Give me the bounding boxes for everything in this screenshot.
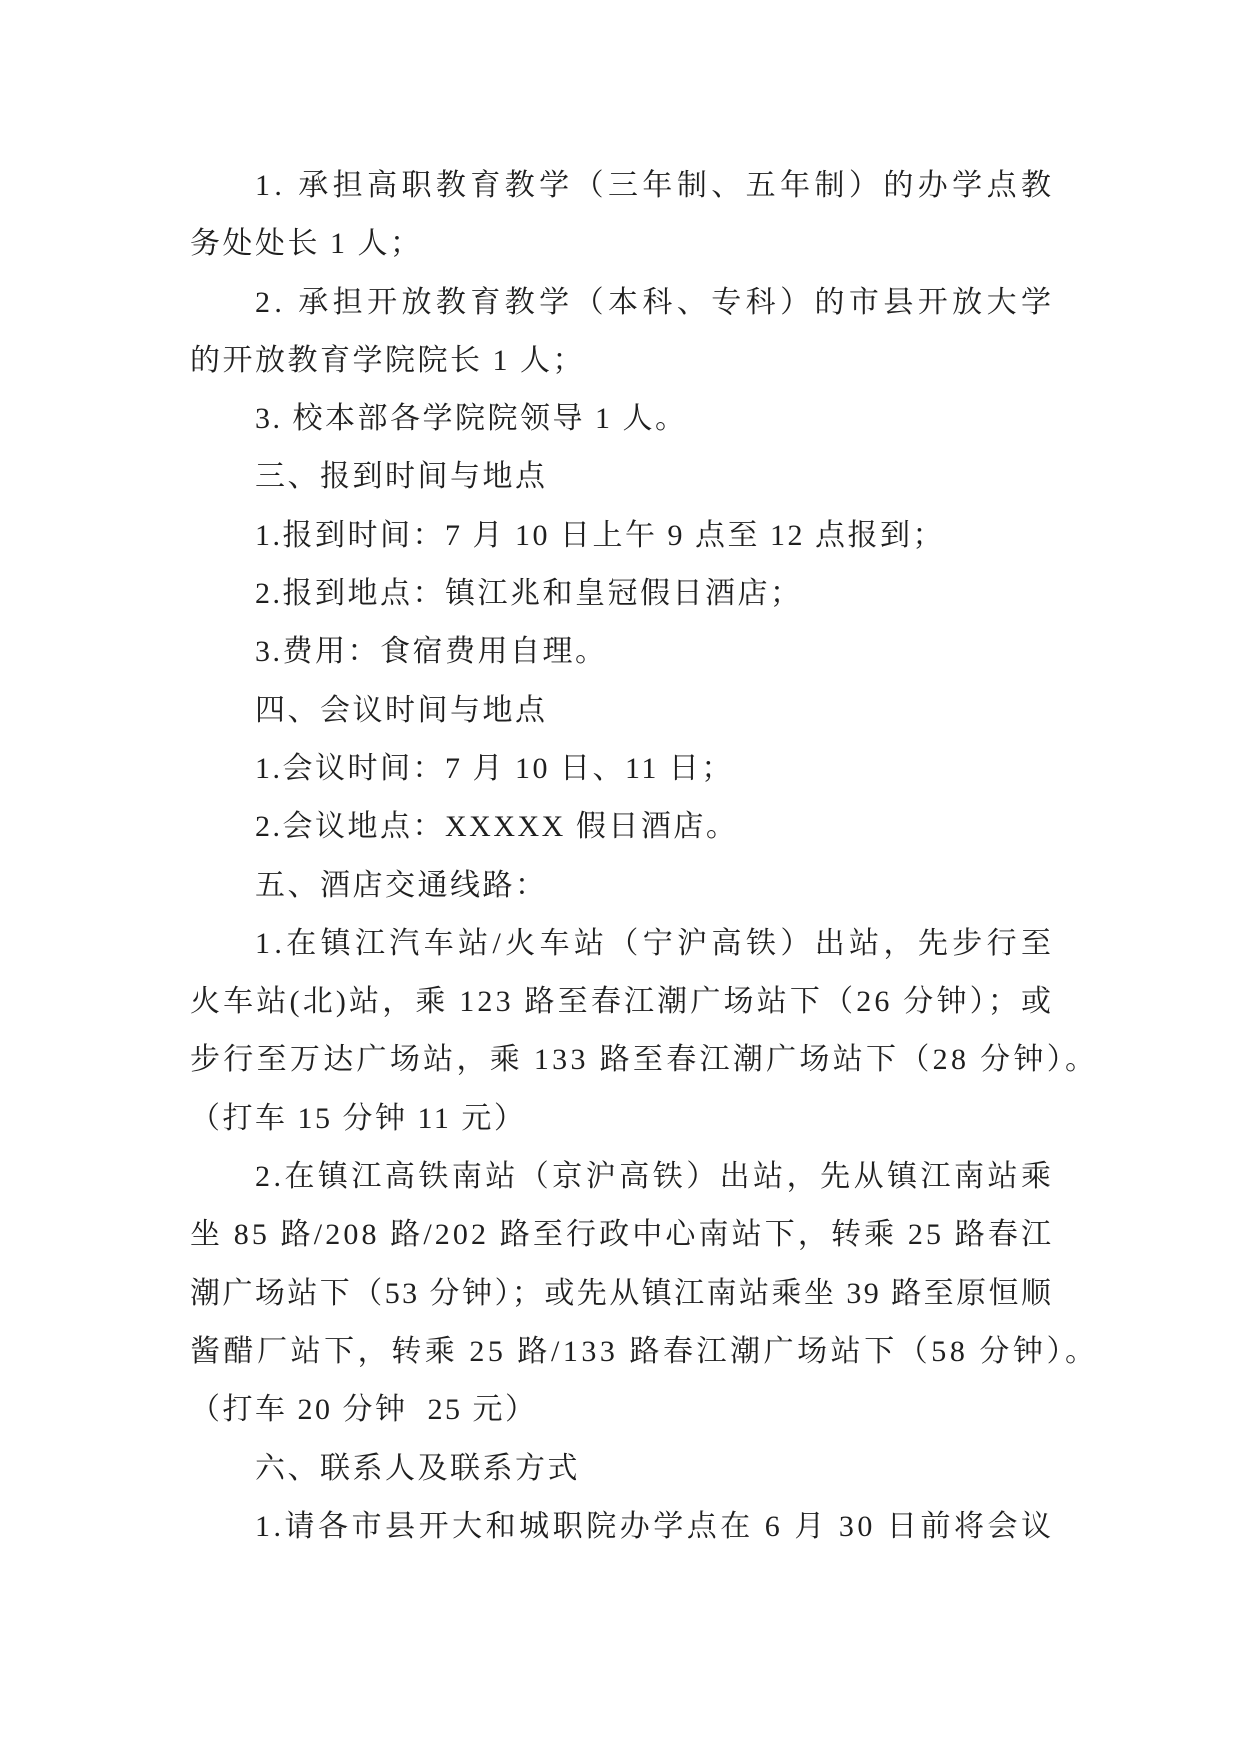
text-line: 坐 85 路/208 路/202 路至行政中心南站下，转乘 25 路春江 xyxy=(190,1218,1055,1252)
paragraph xyxy=(190,507,1095,565)
paragraph xyxy=(190,1498,1095,1556)
section-heading xyxy=(190,682,1095,740)
text-line: 潮广场站下（53 分钟）；或先从镇江南站乘坐 39 路至原恒顺 xyxy=(190,1276,1054,1310)
text-line: 1. 承担高职教育教学（三年制、五年制）的办学点教 xyxy=(255,169,1056,202)
text-line: 2.在镇江高铁南站（京沪高铁）出站，先从镇江南站乘 xyxy=(255,1160,1055,1194)
section-heading xyxy=(190,857,1095,915)
paragraph xyxy=(190,623,1095,681)
text-line: 2.报到地点：镇江兆和皇冠假日酒店； xyxy=(255,577,803,611)
text-line: （打车 15 分钟 11 元） xyxy=(190,1101,527,1135)
section-heading-text: 四、会议时间与地点 xyxy=(255,693,548,727)
paragraph xyxy=(190,915,1099,1148)
paragraph xyxy=(190,157,1095,274)
text-line: 步行至万达广场站，乘 133 路至春江潮广场站下（28 分钟）。 xyxy=(190,1043,1099,1077)
paragraph xyxy=(190,274,1095,391)
text-line: （打车 20 分钟 25 元） xyxy=(190,1393,538,1427)
section-heading-text: 三、报到时间与地点 xyxy=(255,460,548,494)
paragraph xyxy=(190,390,1095,448)
text-line: 1.会议时间：7 月 10 日、11 日； xyxy=(255,751,734,785)
document-body xyxy=(190,157,1099,1556)
text-line: 的开放教育学院院长 1 人； xyxy=(190,343,585,377)
paragraph xyxy=(190,1148,1099,1439)
text-line: 1.请各市县开大和城职院办学点在 6 月 30 日前将会议 xyxy=(255,1509,1055,1543)
text-line: 酱醋厂站下，转乘 25 路/133 路春江潮广场站下（58 分钟）。 xyxy=(190,1334,1099,1368)
text-line: 1.报到时间：7 月 10 日上午 9 点至 12 点报到； xyxy=(255,518,945,552)
text-line: 1.在镇江汽车站/火车站（宁沪高铁）出站，先步行至 xyxy=(255,926,1056,960)
paragraph xyxy=(190,798,1095,856)
text-line: 3.费用：食宿费用自理。 xyxy=(255,635,608,669)
text-line: 2.会议地点：XXXXX 假日酒店。 xyxy=(255,810,739,844)
paragraph xyxy=(190,565,1095,623)
text-line: 火车站(北)站，乘 123 路至春江潮广场站下（26 分钟）；或 xyxy=(190,985,1055,1019)
paragraph xyxy=(190,740,1095,798)
text-line: 3. 校本部各学院院领导 1 人。 xyxy=(255,402,688,436)
section-heading-text: 六、联系人及联系方式 xyxy=(255,1451,580,1485)
section-heading-text: 五、酒店交通线路： xyxy=(255,868,548,902)
text-line: 2. 承担开放教育教学（本科、专科）的市县开放大学 xyxy=(255,285,1056,319)
section-heading xyxy=(190,1440,1095,1498)
text-line: 务处处长 1 人； xyxy=(190,227,423,261)
section-heading xyxy=(190,448,1095,506)
